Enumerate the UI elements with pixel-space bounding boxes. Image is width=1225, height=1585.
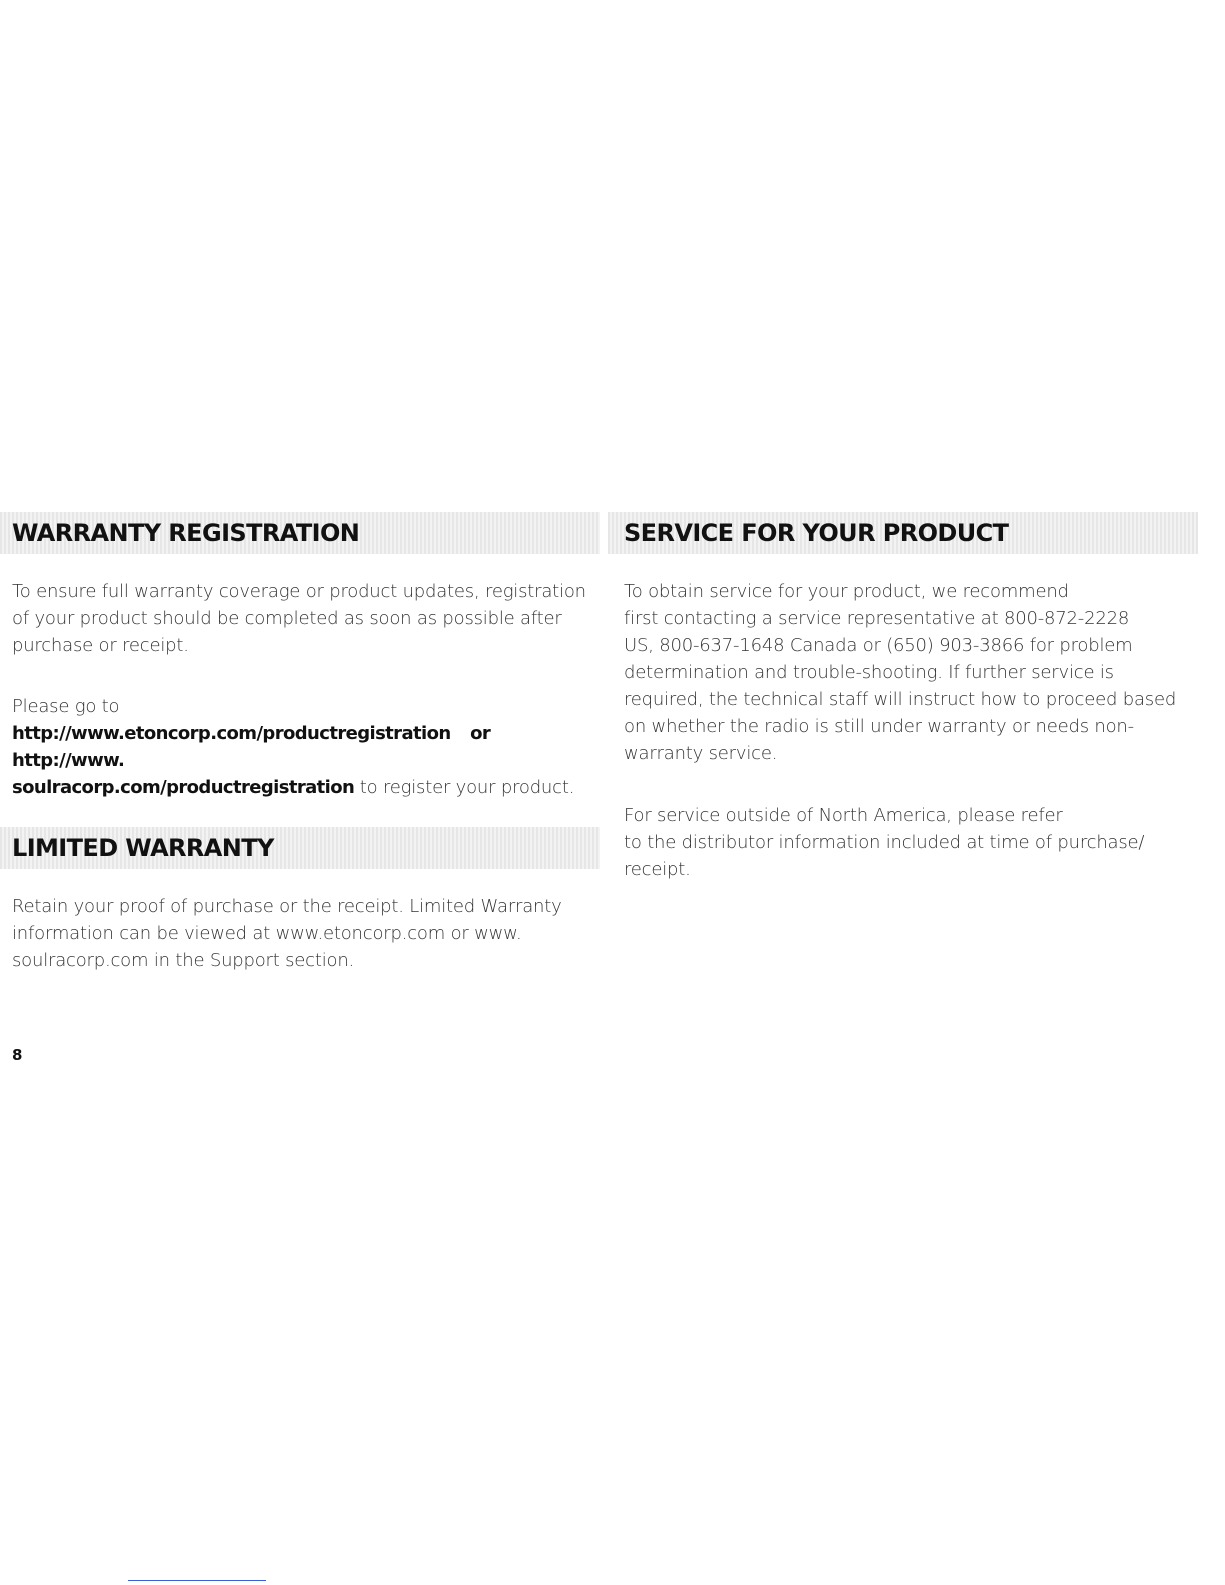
service-paragraph-1 [608,578,1198,767]
service-banner [608,512,1198,554]
service-line: on whether the radio is still under warranty or needs non- [624,716,1134,737]
page-number: 8 [12,1046,23,1064]
left-column [0,512,600,974]
limited-warranty-heading: LIMITED WARRANTY [12,834,274,862]
limited-warranty-paragraph [0,893,600,974]
wr-line-2: of your product should be completed as soon as possible after [12,608,562,629]
right-column [608,512,1198,883]
service-line: required, the technical staff will instruct how to proceed based [624,689,1177,710]
service-outside-line: receipt. [624,859,691,880]
service-line: warranty service. [624,743,778,764]
warranty-registration-heading: WARRANTY REGISTRATION [12,519,360,547]
soulracorp-registration-link-part2[interactable]: soulracorp.com/productregistration [12,777,355,798]
wr-line-3: purchase or receipt. [12,635,189,656]
warranty-registration-paragraph [0,578,600,659]
lw-line-1: Retain your proof of purchase or the receipt. Limited Warranty [12,896,562,917]
register-suffix-text: to register your product. [354,777,575,798]
lw-line-2: information can be viewed at www.etoncorp.com or www. [12,923,522,944]
service-line: determination and trouble-shooting. If further service is [624,662,1114,683]
service-outside-line: to the distributor information included at time of purchase/ [624,832,1145,853]
service-heading: SERVICE FOR YOUR PRODUCT [624,519,1009,547]
service-line: To obtain service for your product, we recommend [624,581,1069,602]
warranty-registration-banner [0,512,600,554]
lw-line-3: soulracorp.com in the Support section. [12,950,355,971]
service-line: first contacting a service representative at 800-872-2228 [624,608,1130,629]
registration-instructions [0,693,600,801]
please-go-to-text: Please go to [12,696,120,717]
service-line: US, 800-637-1648 Canada or (650) 903-3866 for problem [624,635,1133,656]
service-outside-line: For service outside of North America, please refer [624,805,1063,826]
limited-warranty-banner [0,827,600,869]
etoncorp-registration-link[interactable]: http://www.etoncorp.com/productregistration [12,723,451,744]
bottom-rule [128,1580,266,1581]
soulracorp-registration-link-part1[interactable]: or http://www. [12,723,491,771]
wr-line-1: To ensure full warranty coverage or product updates, registration [12,581,586,602]
service-paragraph-2 [608,802,1198,883]
